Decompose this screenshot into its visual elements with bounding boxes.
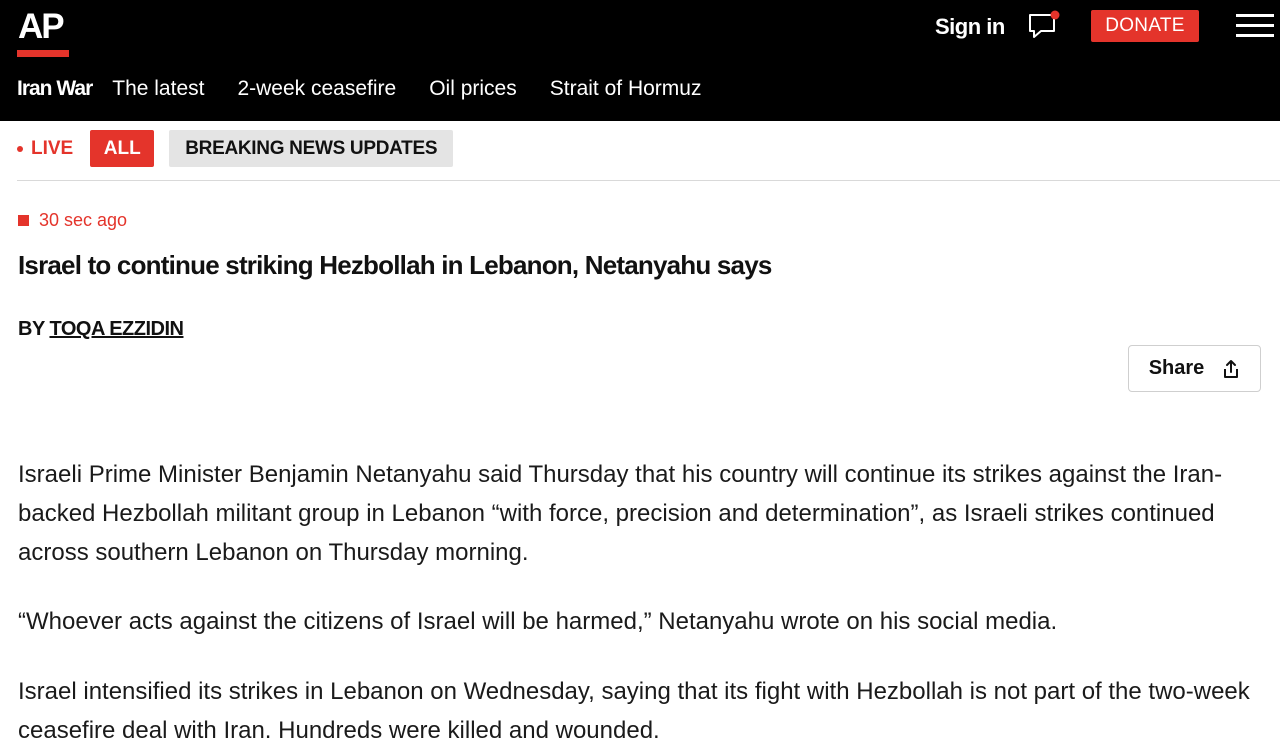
author-link[interactable]: TOQA EZZIDIN [49, 318, 184, 340]
live-label: LIVE [31, 137, 74, 159]
divider [17, 180, 1280, 181]
live-square-icon [18, 215, 29, 226]
logo-underline [17, 50, 69, 57]
share-icon [1222, 359, 1240, 379]
share-label: Share [1148, 357, 1205, 379]
tab-all[interactable]: ALL [90, 130, 154, 167]
share-button[interactable] [1128, 345, 1261, 392]
nav-item-ceasefire[interactable]: 2-week ceasefire [237, 77, 397, 100]
donate-button[interactable]: DONATE [1091, 10, 1199, 42]
logo-text: AP [18, 7, 63, 46]
chat-icon[interactable] [1027, 10, 1061, 40]
nav-item-latest[interactable]: The latest [112, 77, 205, 100]
live-filter-row [17, 130, 453, 167]
nav-item-strait-of-hormuz[interactable]: Strait of Hormuz [549, 77, 702, 100]
live-dot-icon [17, 146, 23, 152]
menu-icon[interactable] [1236, 14, 1276, 40]
post-time-text: 30 sec ago [39, 210, 128, 230]
article-paragraph: Israeli Prime Minister Benjamin Netanyahu said Thursday that his country will continue its strikes against the Iran-backed Hezbollah militant group in Lebanon “with force, precision and determination”, as Israeli strikes continued across southern Lebanon on Thursday morning. [18, 461, 1223, 566]
live-indicator [17, 138, 73, 160]
post-timestamp [18, 210, 127, 231]
byline-prefix: BY [18, 318, 45, 340]
article-paragraph: “Whoever acts against the citizens of Israel will be harmed,” Netanyahu wrote on his social media. [18, 608, 1058, 635]
top-bar [0, 0, 1280, 121]
byline [18, 318, 183, 341]
tab-breaking-news-updates[interactable]: BREAKING NEWS UPDATES [169, 130, 453, 167]
article-paragraph: Israel intensified its strikes in Lebanon on Wednesday, saying that its fight with Hezbollah is not part of the two-week ceasefire deal with Iran. Hundreds were killed and wounded. [18, 678, 1250, 744]
sign-in-link[interactable]: Sign in [935, 14, 1005, 39]
post-headline[interactable]: Israel to continue striking Hezbollah in Lebanon, Netanyahu says [18, 250, 772, 280]
nav-item-oil-prices[interactable]: Oil prices [429, 77, 517, 100]
nav-section-title[interactable]: Iran War [17, 77, 93, 100]
section-nav [17, 74, 734, 104]
ap-logo[interactable] [17, 6, 71, 58]
